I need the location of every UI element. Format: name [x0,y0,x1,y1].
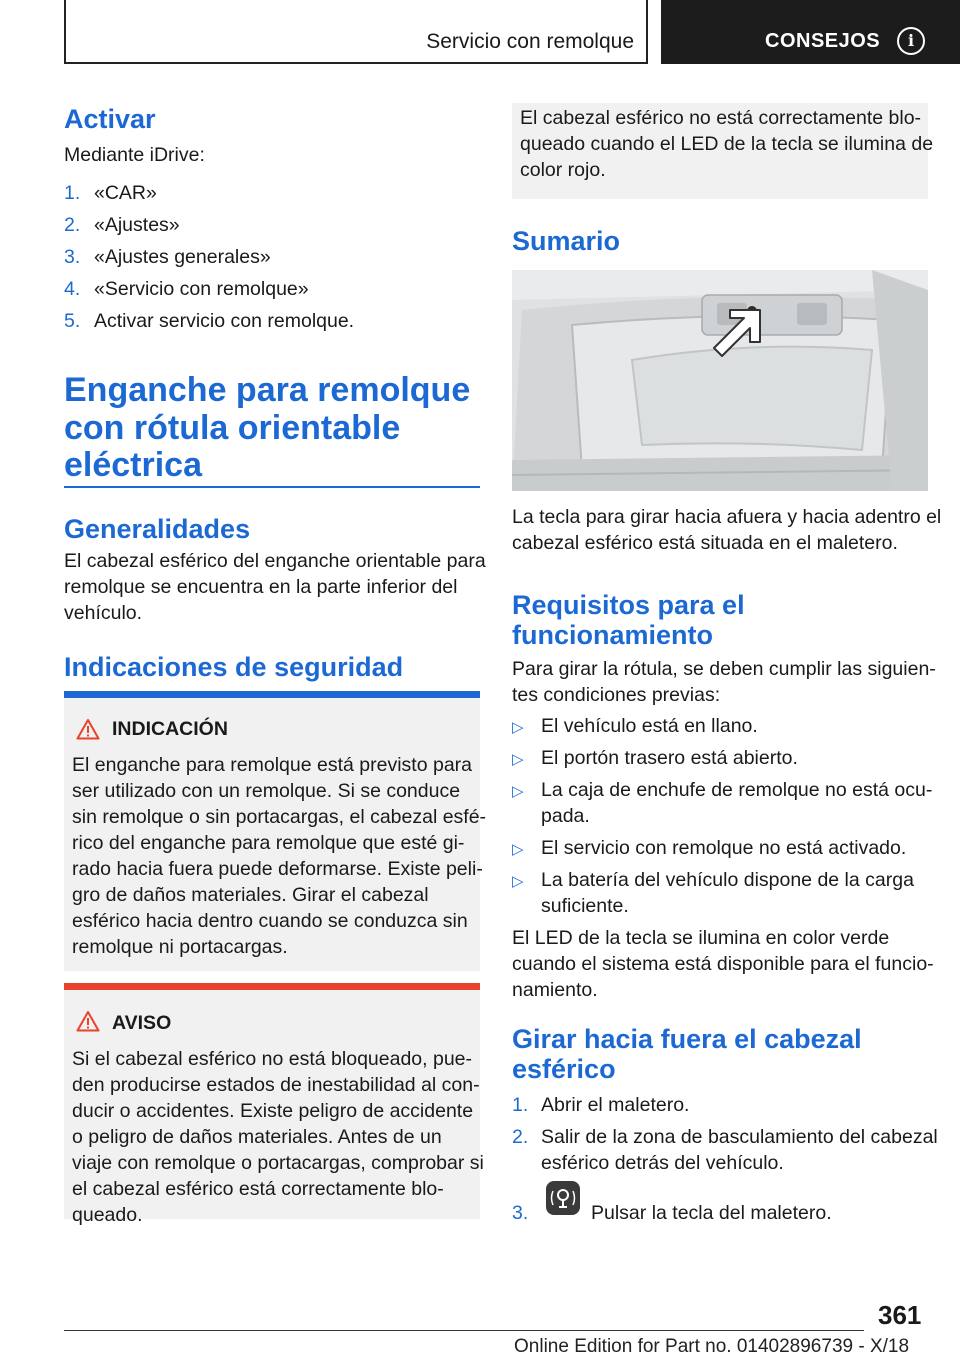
requisitos-after-line: cuando el sistema está disponible para el funcio- [512,953,934,975]
heading-requisitos-line-2: funcionamiento [512,620,713,650]
requisitos-intro-line: Para girar la rótula, se deben cumplir las siguien- [512,658,936,680]
header-section-title: Servicio con remolque [426,30,634,53]
generalidades-line: El cabezal esférico del enganche orientable para [64,550,486,572]
requisitos-after-line: namiento. [512,979,598,1001]
triangle-bullet-icon: ▷ [512,783,524,800]
trunk-illustration [512,270,928,491]
heading-girar-line-2: esférico [512,1054,616,1084]
notice-line: remolque ni portacargas. [72,936,288,958]
trailer-hitch-button-icon [546,1181,580,1215]
requisitos-intro-line: tes condiciones previas: [512,684,721,706]
warning-line: queado cuando el LED de la tecla se ilumina de [520,133,934,155]
notice-top-bar [64,691,480,698]
header-section-tab [64,0,648,64]
warning-triangle-icon [76,718,100,740]
header-chapter-tab [661,0,960,64]
activar-intro: Mediante iDrive: [64,144,205,166]
continued-warning-box [512,103,934,199]
requisitos-after-line: El LED de la tecla se ilumina en color verde [512,927,890,949]
notice-line: sin remolque o sin portacargas, el cabezal esfé- [72,806,487,828]
notice-line: gro de daños materiales. Girar el cabezal [72,884,429,906]
heading-generalidades: Generalidades [64,514,251,544]
triangle-bullet-icon: ▷ [512,841,524,858]
generalidades-line: remolque se encuentra en la parte inferior del [64,576,458,598]
heading-sumario: Sumario [512,226,621,256]
triangle-bullet-icon: ▷ [512,751,524,768]
info-icon: i [897,27,925,55]
notice-line: ser utilizado con un remolque. Si se conduce [72,780,461,802]
trunk-figure [512,270,928,491]
footer-edition: Online Edition for Part no. 01402896739 - X/18 [514,1336,910,1357]
sumario-caption-line: La tecla para girar hacia afuera y hacia adentro el [512,506,942,528]
footer-divider [64,1330,864,1331]
warning-line: El cabezal esférico no está correctamente blo- [520,107,922,129]
heading-seguridad: Indicaciones de seguridad [64,652,404,682]
warning-top-bar [64,983,480,990]
warning-line: o peligro de daños materiales. Antes de un [72,1126,442,1148]
warning-line: el cabezal esférico está correctamente blo- [72,1178,444,1200]
heading-requisitos-line-1: Requisitos para el [512,590,745,620]
warning-line: den producirse estados de inestabilidad al con- [72,1074,480,1096]
main-title-line-2: con rótula orientable [64,409,401,447]
warning-line: ducir o accidentes. Existe peligro de accidente [72,1100,474,1122]
page-number: 361 [878,1300,922,1330]
warning-triangle-icon [76,1010,100,1032]
triangle-bullet-icon: ▷ [512,719,524,736]
heading-activar: Activar [64,104,156,134]
notice-line: esférico hacia dentro cuando se conduzca sin [72,910,468,932]
warning-line: queado. [72,1204,143,1226]
main-title-line-1: Enganche para remolque [64,371,471,409]
notice-line: El enganche para remolque está previsto para [72,754,472,776]
warning-line: viaje con remolque o portacargas, comprobar si [72,1152,484,1174]
warning-line: color rojo. [520,159,606,181]
warning-line: Si el cabezal esférico no está bloqueado, pue- [72,1048,473,1070]
generalidades-line: vehículo. [64,602,143,624]
main-title-line-3: eléctrica [64,446,202,484]
title-divider [64,486,480,488]
notice-box [64,698,487,971]
header-chapter-title: CONSEJOS [765,30,881,52]
warning-box [64,990,484,1226]
notice-line: rado hacia fuera puede deformarse. Existe peli- [72,858,483,880]
warning-title: AVISO [112,1012,172,1034]
heading-girar-line-1: Girar hacia fuera el cabezal [512,1024,862,1054]
notice-title: INDICACIÓN [112,718,228,740]
triangle-bullet-icon: ▷ [512,873,524,890]
sumario-caption-line: cabezal esférico está situada en el maletero. [512,532,898,554]
notice-line: rico del enganche para remolque que esté gi- [72,832,465,854]
page-header [0,0,960,66]
